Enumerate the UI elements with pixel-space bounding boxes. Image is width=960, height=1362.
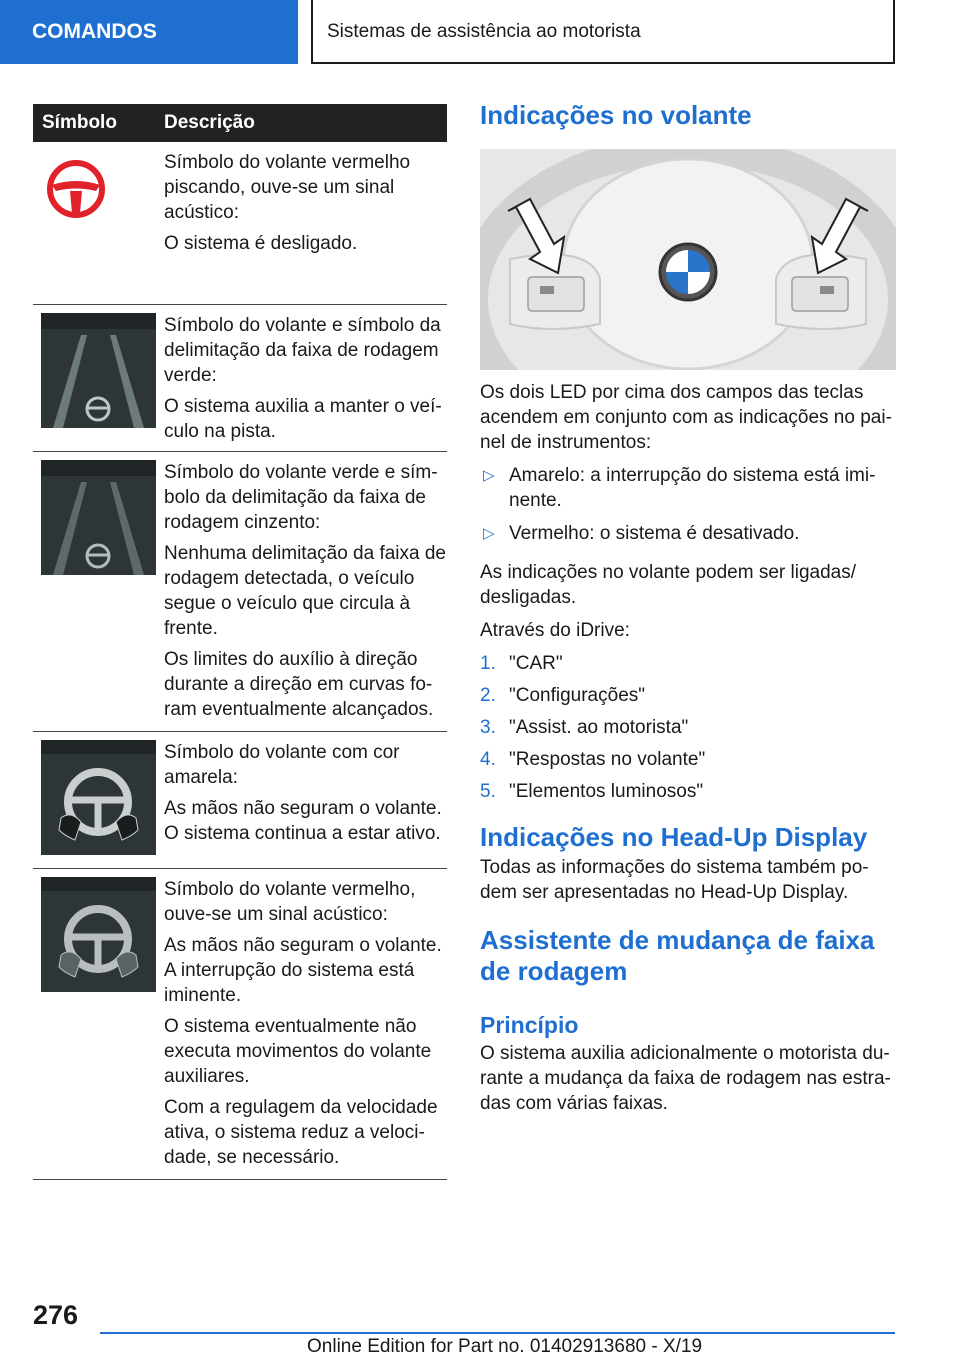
steering-wheel-image xyxy=(480,149,896,370)
bullet-text: Vermelho: o sistema é desativado. xyxy=(509,523,800,544)
table-row xyxy=(33,452,447,732)
hud-paragraph: Todas as informações do sistema também po-dem ser apresentadas no Head-Up Display. xyxy=(480,857,869,903)
description-text: As mãos não seguram o volante. O sistema continua a estar ativo. xyxy=(164,798,442,844)
symbol-cell xyxy=(33,732,157,868)
description-text: Símbolo do volante vermelho piscando, ouve-se um sinal acústico: xyxy=(164,152,411,223)
symbol-cell xyxy=(33,142,157,304)
right-column xyxy=(480,100,896,1116)
description-text: Símbolo do volante com cor amarela: xyxy=(164,742,400,788)
steering-wheel-grey-lane-icon xyxy=(41,460,156,575)
table-header xyxy=(33,104,447,142)
heading-lane-change-assistant: Assistente de mudança de faixa de rodagem xyxy=(480,925,875,986)
table-row xyxy=(33,732,447,869)
step-number: 5. xyxy=(480,781,496,802)
description-cell xyxy=(157,452,447,731)
bullet-triangle-icon: ▷ xyxy=(483,525,495,542)
table-row xyxy=(33,305,447,452)
footer-edition: Online Edition for Part no. 01402913680 - X/19 xyxy=(307,1336,703,1357)
bullet-text: Amarelo: a interrupção do sistema está imi-nente. xyxy=(509,465,876,511)
red-steering-wheel-icon xyxy=(46,159,106,219)
symbol-table xyxy=(33,104,447,1180)
step-text: "Assist. ao motorista" xyxy=(509,717,689,738)
step-text: "CAR" xyxy=(509,653,563,674)
list-item xyxy=(480,747,896,772)
list-item xyxy=(480,651,896,676)
heading-principio: Princípio xyxy=(480,1012,579,1038)
step-text: "Elementos luminosos" xyxy=(509,781,704,802)
table-row xyxy=(33,869,447,1180)
step-text: "Respostas no volante" xyxy=(509,749,706,770)
symbol-cell xyxy=(33,452,157,731)
hands-on-wheel-red-icon xyxy=(41,877,156,992)
step-number: 3. xyxy=(480,717,496,738)
step-text: "Configurações" xyxy=(509,685,646,706)
toggle-paragraph: As indicações no volante podem ser ligadas/ desligadas. xyxy=(480,562,857,608)
description-cell xyxy=(157,869,447,1179)
description-text: Nenhuma delimitação da faixa de rodagem detectada, o veículo segue o veículo que circula à frente. xyxy=(164,543,447,639)
description-text: Símbolo do volante verde e sím-bolo da delimitação da faixa de rodagem cinzento: xyxy=(164,462,438,533)
page-number: 276 xyxy=(33,1300,79,1330)
description-text: O sistema eventualmente não executa movimentos do volante auxiliares. xyxy=(164,1016,432,1087)
heading-indicacoes-volante: Indicações no volante xyxy=(480,100,752,130)
footer-divider xyxy=(100,1332,895,1334)
description-text: Símbolo do volante vermelho, ouve-se um sinal acústico: xyxy=(164,879,416,925)
description-text: O sistema auxilia a manter o veí-culo na pista. xyxy=(164,396,442,442)
step-number: 1. xyxy=(480,653,496,674)
steering-wheel-illustration xyxy=(480,149,896,370)
symbol-cell xyxy=(33,869,157,1179)
description-cell xyxy=(157,732,447,868)
list-item xyxy=(480,715,896,740)
step-number: 4. xyxy=(480,749,496,770)
intro-paragraph: Os dois LED por cima dos campos das teclas acendem em conjunto com as indicações no pai-nel de instrumentos: xyxy=(480,382,892,453)
description-cell xyxy=(157,142,447,304)
idrive-paragraph: Através do iDrive: xyxy=(480,620,630,641)
list-item xyxy=(480,779,896,804)
list-item xyxy=(480,521,896,546)
list-item xyxy=(480,683,896,708)
description-cell xyxy=(157,305,447,451)
bullet-triangle-icon: ▷ xyxy=(483,467,495,484)
list-item xyxy=(480,463,896,513)
chapter-title: Sistemas de assistência ao motorista xyxy=(311,0,895,64)
steering-wheel-green-lane-icon xyxy=(41,313,156,428)
step-number: 2. xyxy=(480,685,496,706)
principio-paragraph: O sistema auxilia adicionalmente o motorista du-rante a mudança da faixa de rodagem nas estra-das com várias faixas. xyxy=(480,1043,891,1114)
heading-head-up-display: Indicações no Head-Up Display xyxy=(480,822,868,852)
header-symbol: Símbolo xyxy=(42,112,117,133)
steps-list xyxy=(480,651,896,804)
description-text: Com a regulagem da velocidade ativa, o sistema reduz a veloci-dade, se necessário. xyxy=(164,1097,438,1168)
description-text: As mãos não seguram o volante. A interrupção do sistema está iminente. xyxy=(164,935,442,1006)
table-row xyxy=(33,142,447,305)
hands-on-wheel-yellow-icon xyxy=(41,740,156,855)
description-text: O sistema é desligado. xyxy=(164,233,358,254)
description-text: Símbolo do volante e símbolo da delimitação da faixa de rodagem verde: xyxy=(164,315,441,386)
section-tab: COMANDOS xyxy=(0,0,298,64)
symbol-cell xyxy=(33,305,157,451)
header-description: Descrição xyxy=(164,112,255,133)
description-text: Os limites do auxílio à direção durante a direção em curvas fo-ram eventualmente alcançados. xyxy=(164,649,434,720)
